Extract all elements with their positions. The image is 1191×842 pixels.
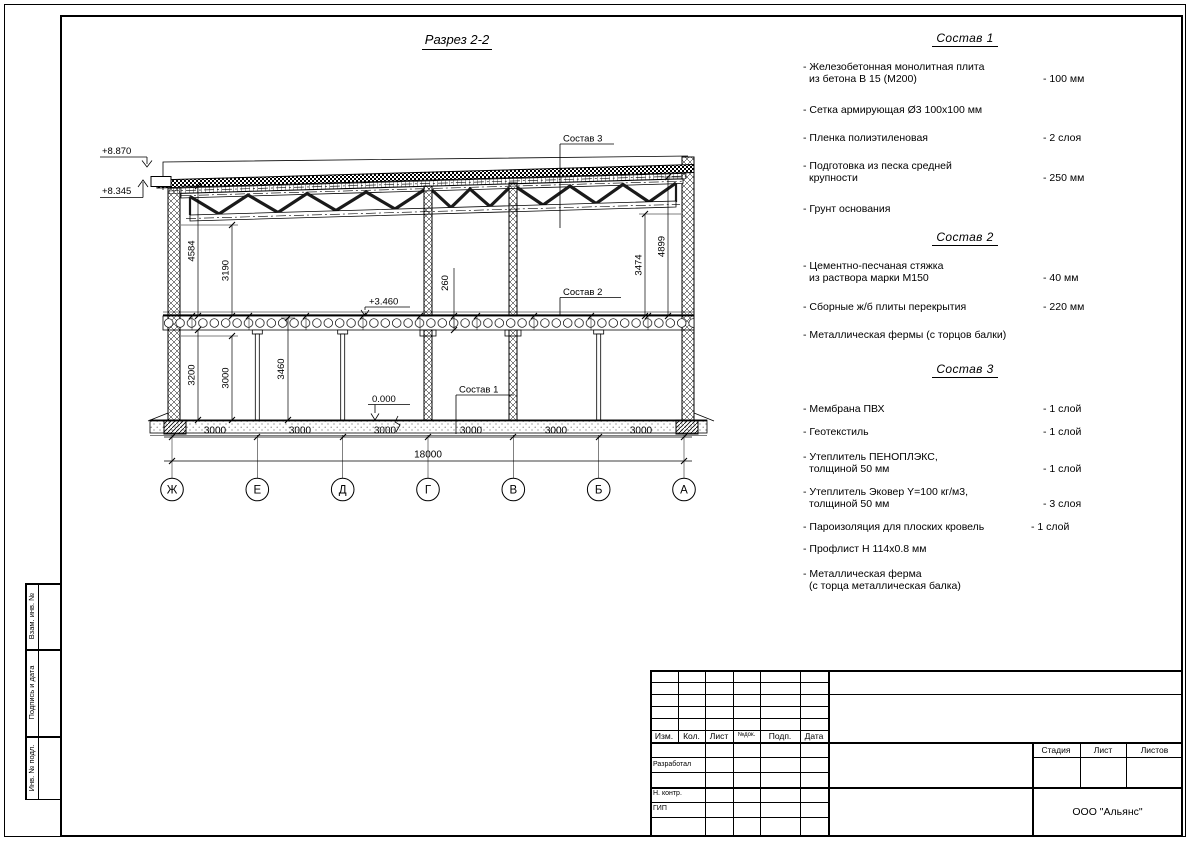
dim-3200: 3200 — [186, 364, 198, 386]
spec-item: - Металлическая фермы (с торцов балки) — [803, 329, 1007, 341]
callout-comp1: Состав 1 — [459, 384, 499, 396]
spec-item: - Профлист Н 114х0.8 мм — [803, 543, 927, 555]
stamp-stage-header: Стадия — [1041, 745, 1071, 755]
stamp-role-gip: ГИП — [653, 805, 667, 812]
spec-item: - Сетка армирующая Ø3 100х100 мм — [803, 104, 983, 116]
bay-dim-5: 3000 — [544, 425, 568, 437]
section-drawing — [85, 20, 730, 520]
spec-item: - Сборные ж/б плиты перекрытия - 220 мм — [803, 301, 1085, 313]
axis-label-4: Г — [424, 484, 432, 497]
level-floor2: +3.460 — [369, 296, 399, 308]
dim-4584: 4584 — [186, 240, 198, 262]
side-label-podpis: Подпись и дата — [27, 665, 36, 720]
stamp-col-podp: Подп. — [768, 731, 792, 741]
spec3-title: Состав 3 — [800, 362, 1130, 376]
level-ground: 0.000 — [372, 394, 396, 405]
axis-label-7: А — [680, 484, 688, 497]
level-parapet: +8.870 — [102, 146, 132, 157]
stamp-col-izm: Изм. — [654, 731, 674, 741]
spec-item: - Утеплитель ПЕНОПЛЭКС, толщиной 50 мм - 1 слой — [803, 451, 1082, 475]
stamp-col-kol: Кол. — [683, 731, 700, 741]
spec-item: - Пароизоляция для плоских кровель - 1 слой — [803, 521, 1070, 533]
stamp-role-developed: Разработал — [653, 761, 692, 768]
axis-label-1: Ж — [166, 484, 178, 497]
bay-dim-6: 3000 — [629, 425, 653, 437]
roof-edge-cap — [151, 177, 171, 187]
foundation-left — [164, 420, 186, 434]
spec-item: - Подготовка из песка средней крупности - 250 мм — [803, 160, 1085, 184]
drawing-title-text: Разрез 2-2 — [424, 32, 490, 47]
bay-dim-4: 3000 — [459, 425, 483, 437]
drawing-title — [422, 32, 492, 50]
axis-label-6: Б — [594, 484, 603, 497]
foundation-right — [676, 420, 698, 434]
level-roof-edge: +8.345 — [102, 186, 132, 197]
title-block — [650, 670, 1183, 837]
spec-item: - Металлическая ферма (с торца металлическая балка) — [803, 568, 961, 592]
side-label-vzam: Взам. инв. № — [27, 592, 36, 640]
bay-dim-3: 3000 — [373, 425, 397, 437]
spec1-title: Состав 1 — [800, 31, 1130, 45]
dim-260: 260 — [440, 275, 451, 291]
bay-dim-2: 3000 — [288, 425, 312, 437]
spec-item: - Железобетонная монолитная плита из бетона В 15 (М200) - 100 мм — [803, 61, 1085, 85]
spec-item: - Цементно-песчаная стяжка из раствора марки М150 - 40 мм — [803, 260, 1079, 284]
stamp-sheets-header: Листов — [1140, 745, 1169, 755]
callout-comp3: Состав 3 — [563, 133, 603, 145]
stamp-sheet-header: Лист — [1093, 745, 1113, 755]
dim-3000: 3000 — [220, 367, 232, 389]
stamp-col-data: Дата — [804, 731, 824, 741]
side-label-inv: Инв. № подл. — [27, 744, 36, 792]
spec-item: - Грунт основания — [803, 203, 891, 215]
spec-item: - Мембрана ПВХ - 1 слой — [803, 403, 1082, 415]
spec-item: - Пленка полиэтиленовая - 2 слоя — [803, 132, 1082, 144]
bay-dim-1: 3000 — [203, 425, 227, 437]
total-dim: 18000 — [414, 449, 442, 461]
dim-3190: 3190 — [220, 259, 232, 282]
dim-3474: 3474 — [633, 254, 645, 276]
stamp-role-ncontrol: Н. контр. — [653, 790, 682, 797]
axis-label-2: Е — [253, 484, 262, 497]
spec-item: - Геотекстиль - 1 слой — [803, 426, 1082, 438]
spec-item: - Утеплитель Эковер Y=100 кг/м3, толщиной 50 мм - 3 слоя — [803, 486, 1082, 510]
spec2-title: Состав 2 — [800, 230, 1130, 244]
floor-slab — [163, 312, 694, 330]
axis-bubbles — [161, 478, 696, 501]
callout-comp2: Состав 2 — [563, 287, 603, 298]
stamp-col-list: Лист — [709, 731, 729, 741]
dim-3460: 3460 — [276, 358, 287, 380]
axis-label-3: Д — [338, 484, 347, 497]
stamp-company: ООО "Альянс" — [1072, 806, 1143, 818]
axis-label-5: В — [509, 484, 518, 497]
stamp-col-ndok: №док. — [737, 732, 756, 738]
dim-4899: 4899 — [656, 235, 668, 258]
